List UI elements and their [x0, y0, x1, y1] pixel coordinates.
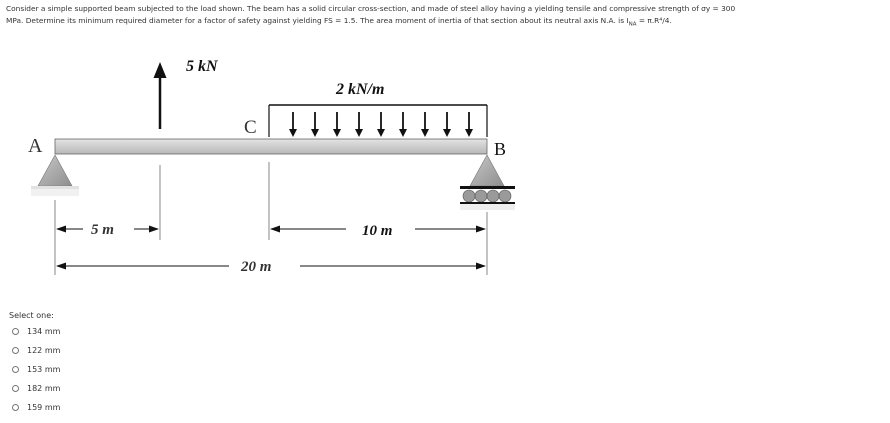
question-line-1: Consider a simple supported beam subjected to the load shown. The beam has a solid circular cross-section, and made of steel alloy having a yielding tensile and compressive strength of σy = 300 — [6, 4, 736, 13]
support-label-b: B — [494, 139, 507, 159]
answer-option-182[interactable] — [12, 381, 60, 395]
answer-option-label: 159 mm — [27, 402, 61, 412]
answer-option-label: 134 mm — [27, 326, 61, 336]
pin-support-left — [31, 155, 79, 196]
answer-option-label: 122 mm — [27, 345, 61, 355]
answer-option-label: 182 mm — [27, 383, 61, 393]
distributed-load — [269, 105, 487, 137]
beam — [55, 139, 487, 154]
radio-icon[interactable] — [12, 366, 19, 373]
answer-option-134[interactable] — [12, 324, 60, 338]
dimension-5m-label: 5 m — [91, 222, 114, 238]
select-one-label: Select one: — [9, 311, 54, 320]
radio-icon[interactable] — [12, 404, 19, 411]
point-load-arrow — [154, 62, 167, 129]
answer-option-153[interactable] — [12, 362, 60, 376]
distributed-load-label: 2 kN/m — [336, 81, 385, 98]
radio-icon[interactable] — [12, 385, 19, 392]
answer-option-122[interactable] — [12, 343, 60, 357]
question-line-2: MPa. Determine its minimum required diameter for a factor of safety against yielding FS = 1.5. The area moment of inertia of that section about its neutral axis N.A. is I — [6, 15, 629, 25]
point-label-c: C — [244, 117, 257, 138]
answer-option-label: 153 mm — [27, 364, 61, 374]
question-line-2-end: = π.R⁴/4. — [636, 15, 672, 25]
dimension-10m-label: 10 m — [362, 223, 393, 239]
inertia-subscript: NA — [628, 20, 637, 27]
radio-icon[interactable] — [12, 328, 19, 335]
point-load-label: 5 kN — [186, 58, 218, 75]
support-label-a: A — [28, 135, 43, 157]
answer-option-159[interactable] — [12, 400, 60, 414]
dimension-20m-label: 20 m — [241, 259, 272, 275]
radio-icon[interactable] — [12, 347, 19, 354]
roller-support-right — [460, 155, 515, 210]
